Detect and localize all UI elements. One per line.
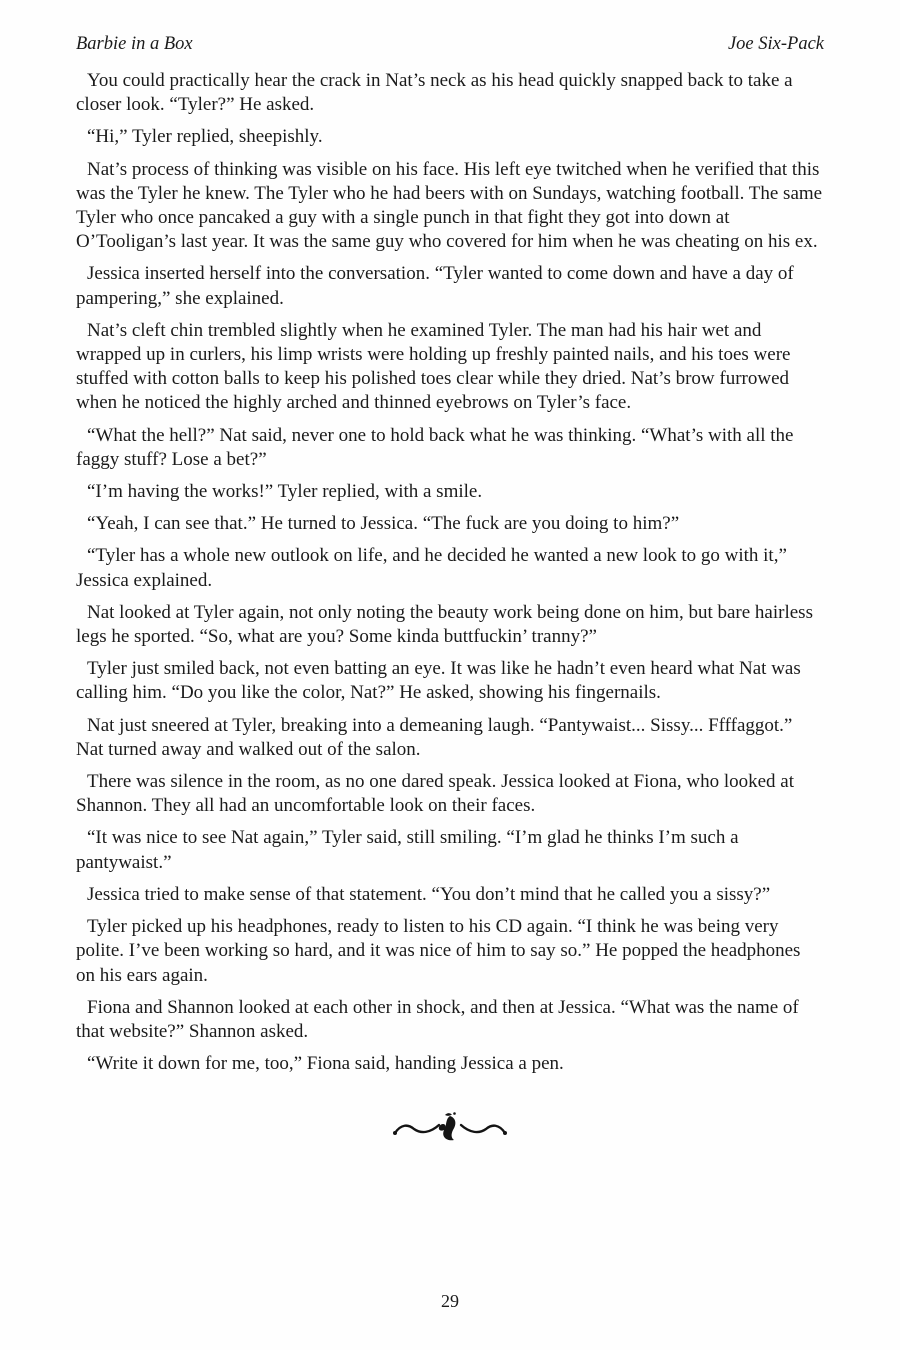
paragraph: “Yeah, I can see that.” He turned to Jessica. “The fuck are you doing to him?” [87,513,680,535]
book-title: Barbie in a Box [76,34,193,54]
paragraph: “What the hell?” Nat said, never one to hold back what he was thinking. “What’s with all the faggy stuff? Lose a bet?” [76,424,794,470]
body-text [76,69,824,1076]
paragraph: Tyler picked up his headphones, ready to listen to his CD again. “I think he was being very polite. I’ve been working so hard, and it was nice of him to say so.” He popped the headphones on his ears again. [76,916,801,986]
paragraph: Nat’s process of thinking was visible on his face. His left eye twitched when he verified that this was the Tyler he knew. The Tyler who he had beers with on Sundays, watching football. The same Tyler who once pancaked a guy with a single punch in that fight they got into down at O’Tooligan’s last year. It was the same guy who covered for him when he was cheating on his ex. [76,158,823,253]
paragraph: Tyler just smiled back, not even batting an eye. It was like he hadn’t even heard what Nat was calling him. “Do you like the color, Nat?” He asked, showing his fingernails. [76,658,801,704]
paragraph: Fiona and Shannon looked at each other in shock, and then at Jessica. “What was the name of that website?” Shannon asked. [76,996,799,1042]
paragraph: “I’m having the works!” Tyler replied, with a smile. [87,481,483,503]
scene-break [76,1110,824,1151]
paragraph: Nat’s cleft chin trembled slightly when he examined Tyler. The man had his hair wet and wrapped up in curlers, his limp wrists were holding up freshly painted nails, and his toes were stuffed with cotton balls to keep his polished toes clear while they dried. Nat’s brow furrowed when he noticed the highly arched and thinned eyebrows on Tyler’s face. [76,319,791,414]
paragraph: Jessica inserted herself into the conversation. “Tyler wanted to come down and have a day of pampering,” she explained. [76,263,794,309]
paragraph: “Write it down for me, too,” Fiona said, handing Jessica a pen. [87,1053,564,1075]
paragraph: “It was nice to see Nat again,” Tyler said, still smiling. “I’m glad he thinks I’m such a pantywaist.” [76,827,739,873]
paragraph: “Hi,” Tyler replied, sheepishly. [87,126,323,148]
fleuron-icon [390,1110,510,1146]
page-number: 29 [441,1291,459,1311]
paragraph: Nat just sneered at Tyler, breaking into a demeaning laugh. “Pantywaist... Sissy... Ffffaggot.” Nat turned away and walked out of the salon. [76,714,793,760]
paragraph: There was silence in the room, as no one dared speak. Jessica looked at Fiona, who looked at Shannon. They all had an uncomfortable look on their faces. [76,771,795,817]
running-header [76,34,824,55]
chapter-title: Joe Six-Pack [727,34,824,54]
paragraph: Jessica tried to make sense of that statement. “You don’t mind that he called you a sissy?” [87,883,771,905]
paragraph: Nat looked at Tyler again, not only noting the beauty work being done on him, but bare hairless legs he sported. “So, what are you? Some kinda buttfuckin’ tranny?” [76,601,813,648]
paragraph: You could practically hear the crack in Nat’s neck as his head quickly snapped back to take a closer look. “Tyler?” He asked. [76,70,793,116]
paragraph: “Tyler has a whole new outlook on life, and he decided he wanted a new look to go with it,” Jessica explained. [76,545,787,591]
